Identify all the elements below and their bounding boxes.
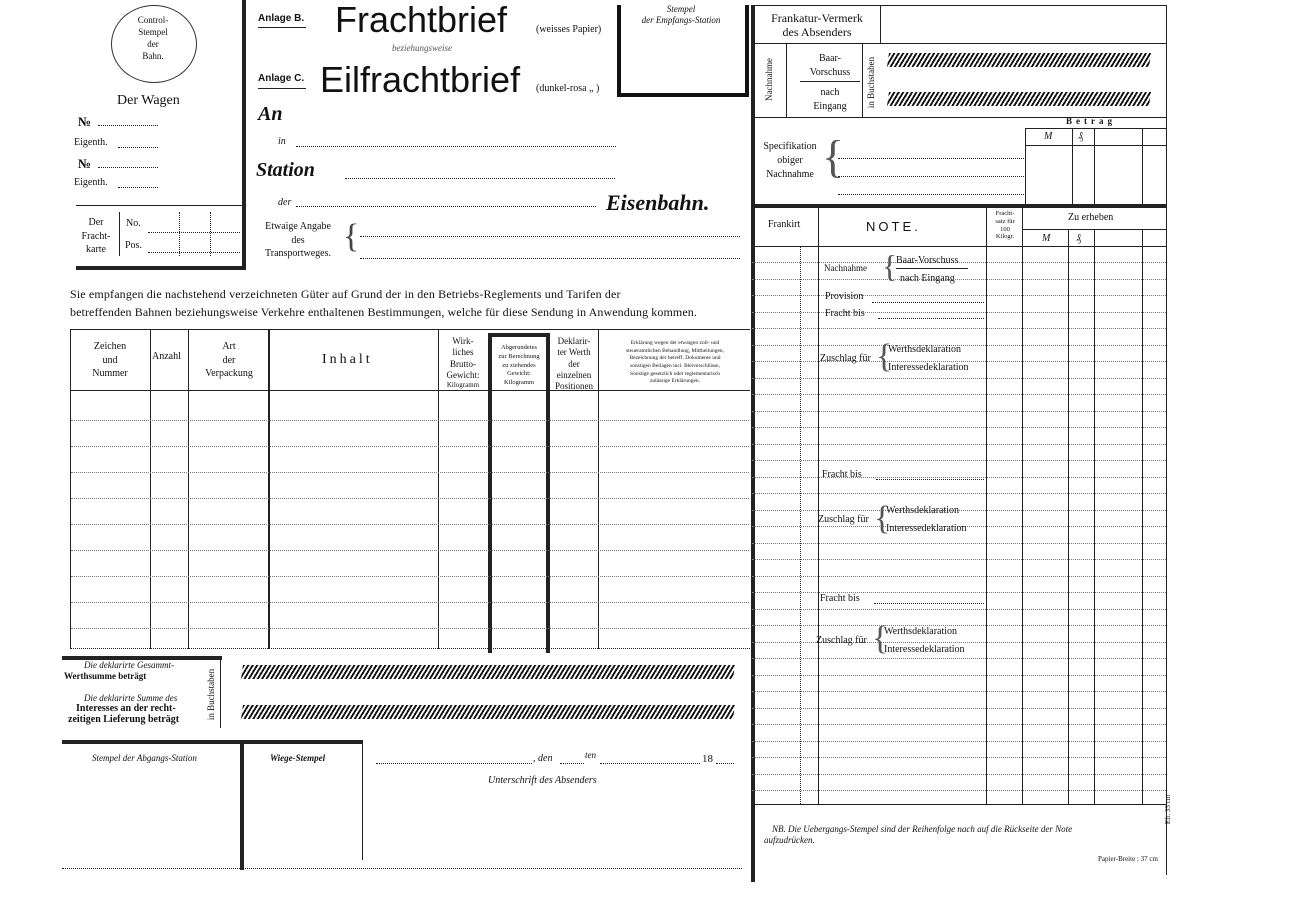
ledger-line <box>752 625 1166 626</box>
interest-line-3: zeitigen Lieferung beträgt <box>68 714 180 725</box>
anlage-b: Anlage B. <box>258 13 305 24</box>
ledger-line <box>71 472 749 473</box>
col-inhalt: Inhalt <box>322 352 373 367</box>
betrag-mark-1: M <box>1044 131 1053 142</box>
zuschlag-brace-2: { <box>874 500 891 537</box>
nach-eingang-field[interactable] <box>887 92 1151 106</box>
scale-stamp-label: Wiege-Stempel <box>270 753 326 763</box>
intro-line-2: betreffenden Bahnen beziehungsweise Verkehre enthaltenen Bestimmungen, welche für diese Sendung in Anwendung kommen. <box>70 305 697 319</box>
in-buchstaben-vertical: in Buchstaben <box>866 56 877 109</box>
eilfrachtbrief-paper: (dunkel-rosa „ ) <box>536 83 600 94</box>
frachtbrief-paper: (weisses Papier) <box>536 24 602 35</box>
ledger-line <box>71 576 749 577</box>
note-label: NOTE. <box>866 219 921 234</box>
frachtkarte-label: Der Fracht- karte <box>81 217 111 255</box>
ledger-line <box>752 576 1166 577</box>
nachnahme-vertical: Nachnahme <box>763 58 774 101</box>
in-letters-label: in Buchstaben <box>206 668 217 721</box>
date-ten: ten <box>585 750 596 760</box>
zuschlag-brace-1: { <box>876 338 893 375</box>
date-year: 18 <box>702 753 713 765</box>
side-code: Eft. 33 cm <box>1164 794 1173 825</box>
erheben-pf: ₰ <box>1076 233 1081 244</box>
in-label: in <box>278 136 286 147</box>
transport-brace: { <box>343 218 360 255</box>
col-abgerundet: Abgerundetes zur Berechnung zu ziehendes Gewicht: Kilogramm <box>498 344 540 387</box>
ledger-line <box>752 741 1166 742</box>
ledger-line <box>752 642 1166 643</box>
ledger-line <box>71 628 749 629</box>
ledger-line <box>752 757 1166 758</box>
total-value-field[interactable] <box>241 665 735 679</box>
ledger-line <box>71 446 749 447</box>
eilfrachtbrief-title: Eilfrachtbrief <box>320 59 521 100</box>
ledger-line <box>752 691 1166 692</box>
date-den: , den <box>533 753 553 764</box>
ledger-line <box>752 658 1166 659</box>
wagon-no-2: № <box>78 156 92 171</box>
baar-field[interactable] <box>887 53 1151 67</box>
ledger-line <box>752 394 1166 395</box>
zuschlag-2: Zuschlag für <box>818 514 869 525</box>
frachtsatz-label: Fracht- satz für 100 Kilogr. <box>995 210 1015 241</box>
paper-width-note: Papier-Breite : 37 cm <box>1098 855 1158 863</box>
ledger-line <box>752 592 1166 593</box>
interesse-1: Interessedeklaration <box>888 362 969 373</box>
note-baar: Baar-Vorschuss <box>896 255 959 266</box>
spec-brace: { <box>822 131 845 182</box>
ledger-line <box>71 524 749 525</box>
signature-label: Unterschrift des Absenders <box>488 775 597 786</box>
ledger-line <box>752 262 1166 263</box>
fracht-bis-3: Fracht bis <box>820 593 860 604</box>
wagon-title: Der Wagen <box>117 93 180 108</box>
col-anzahl: Anzahl <box>152 351 181 362</box>
col-erklaerung: Erklärung wegen der etwaigen zoll- und steueramtlichen Behandlung, Mittheilungen, Bezeichnung der betreff. Dokumente und sonstigen Beilagen incl. Bleiverschlüsse, Sonstige gesetzlich oder reglementarisch zulässige Erklärungen. <box>625 340 725 385</box>
ledger-line <box>752 279 1166 280</box>
betrag-label: Betrag <box>1066 116 1116 126</box>
ledger-line <box>752 295 1166 296</box>
footnote-line-2: aufzudrücken. <box>764 835 815 845</box>
baar-vorschuss: Baar- Vorschuss <box>809 53 851 78</box>
wagon-no-1: № <box>78 114 92 129</box>
eisenbahn-label: Eisenbahn. <box>606 190 710 215</box>
ledger-line <box>752 444 1166 445</box>
footnote-line-1: NB. Die Uebergangs-Stempel sind der Reihenfolge nach auf die Rückseite der Note <box>772 824 1073 834</box>
fracht-bis-2: Fracht bis <box>822 469 862 480</box>
ledger-line <box>71 550 749 551</box>
interesse-2: Interessedeklaration <box>886 523 967 534</box>
nach-eingang: nach Eingang <box>813 87 847 112</box>
interest-line-1: Die deklarirte Summe des <box>84 693 178 703</box>
ledger-line <box>752 543 1166 544</box>
zuschlag-brace-3: { <box>872 620 889 657</box>
col-art: Art der Verpackung <box>205 341 253 379</box>
zu-erheben-label: Zu erheben <box>1068 212 1114 223</box>
werth-3: Werthsdeklaration <box>884 626 958 637</box>
total-value-line-2: Werthsumme beträgt <box>64 671 147 681</box>
anlage-c: Anlage C. <box>258 73 305 84</box>
zuschlag-3: Zuschlag für <box>816 635 867 646</box>
an-label: An <box>258 103 283 125</box>
provision-label: Provision <box>825 291 864 302</box>
betrag-pf-1: ₰ <box>1078 131 1083 142</box>
col-brutto: Wirk- liches Brutto- Gewicht: Kilogramm <box>446 336 480 389</box>
der-label: der <box>278 197 292 208</box>
interesse-3: Interessedeklaration <box>884 644 965 655</box>
transport-route-label: Etwaige Angabe des Transportweges. <box>264 221 331 259</box>
control-stamp-text: Control- Stempel der Bahn. <box>137 15 169 62</box>
ledger-line <box>752 724 1166 725</box>
frachtkarte-no: No. <box>126 218 141 229</box>
ledger-line <box>752 378 1166 379</box>
note-eingang: nach Eingang <box>900 273 955 284</box>
intro-line-1: Sie empfangen die nachstehend verzeichneten Güter auf Grund der in den Betriebs-Reglements und Tarifen der <box>70 287 621 301</box>
ledger-line <box>752 559 1166 560</box>
frankatur-label: Frankatur-Vermerk des Absenders <box>771 11 863 39</box>
ledger-line <box>752 609 1166 610</box>
total-value-line-1: Die deklarirte Gesammt- <box>84 660 174 670</box>
col-deklarirt: Deklarir- ter Werth der einzelnen Positionen <box>554 336 593 391</box>
werth-2: Werthsdeklaration <box>886 505 960 516</box>
station-label: Station <box>256 159 315 181</box>
interest-value-field[interactable] <box>241 705 735 719</box>
erheben-mark: M <box>1042 233 1051 244</box>
wagon-owner-2: Eigenth. <box>74 177 108 188</box>
ledger-line <box>752 477 1166 478</box>
ledger-line <box>71 498 749 499</box>
werth-1: Werthsdeklaration <box>888 344 962 355</box>
ledger-line <box>71 602 749 603</box>
interest-line-2: Interesses an der recht- <box>76 703 176 714</box>
note-brace-1: { <box>882 248 898 284</box>
wagon-owner-1: Eigenth. <box>74 137 108 148</box>
frachtbrief-title: Frachtbrief <box>335 0 508 40</box>
ledger-line <box>752 708 1166 709</box>
ledger-line <box>71 420 749 421</box>
beziehungsweise: beziehungsweise <box>392 43 452 53</box>
departure-stamp-label: Stempel der Abgangs-Station <box>92 753 197 763</box>
ledger-line <box>752 328 1166 329</box>
col-zeichen: Zeichen und Nummer <box>92 341 128 379</box>
frankirt-label: Frankirt <box>768 219 801 230</box>
ledger-line <box>752 460 1166 461</box>
zuschlag-1: Zuschlag für <box>820 353 871 364</box>
note-nachnahme: Nachnahme <box>824 263 867 273</box>
ledger-line <box>752 493 1166 494</box>
ledger-line <box>752 411 1166 412</box>
specifikation-label: Specifikation obiger Nachnahme <box>763 141 817 180</box>
ledger-line <box>752 312 1166 313</box>
frachtkarte-pos: Pos. <box>125 240 142 251</box>
ledger-line <box>752 675 1166 676</box>
ledger-line <box>752 774 1166 775</box>
ledger-line <box>752 427 1166 428</box>
ledger-line <box>752 790 1166 791</box>
receiving-stamp-label: Stempel der Empfangs-Station <box>641 4 721 25</box>
fracht-bis-1: Fracht bis <box>825 308 865 319</box>
